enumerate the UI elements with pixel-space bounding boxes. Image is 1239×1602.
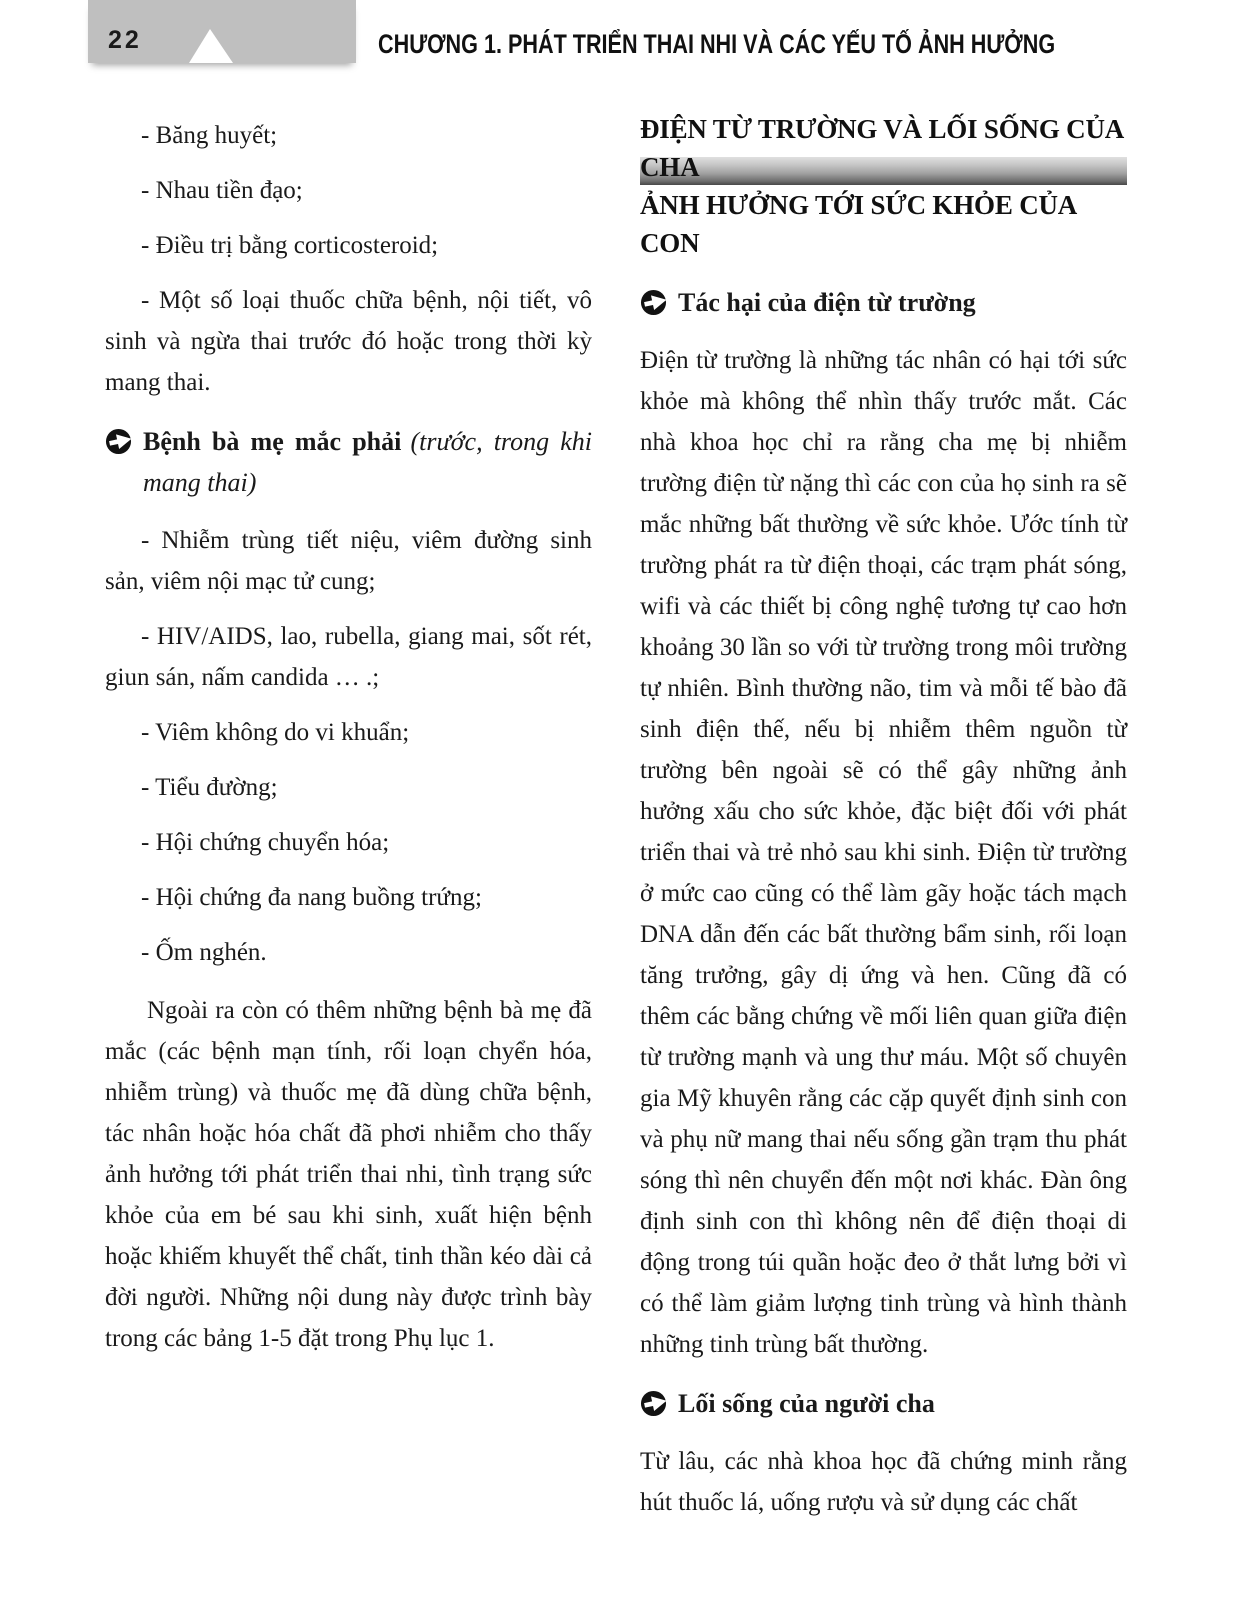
dash-item: - Ốm nghén. (141, 939, 267, 966)
dash-item: - Nhau tiền đạo; (141, 177, 303, 204)
subsection-heading (640, 282, 1127, 323)
subsection-heading-text: Lối sống của người cha (678, 1389, 935, 1418)
dash-item: - Băng huyết; (141, 122, 278, 149)
circle-arrow-icon (105, 428, 132, 455)
subsection-father-lifestyle (640, 1383, 1127, 1523)
dash-item: - Một số loại thuốc chữa bệnh, nội tiết, vô sinh và ngừa thai trước đó hoặc trong thời kỳ mang thai. (105, 287, 592, 396)
heading-italic: (trước, trong khi mang thai) (143, 427, 592, 497)
dash-item: - Hội chứng chuyển hóa; (141, 829, 390, 856)
page-number: 22 (108, 26, 142, 54)
chapter-title: CHƯƠNG 1. PHÁT TRIỂN THAI NHI VÀ CÁC YẾU TỐ ẢNH HƯỞNG (378, 29, 1056, 59)
dash-item: - Nhiễm trùng tiết niệu, viêm đường sinh sản, viêm nội mạc tử cung; (105, 527, 592, 595)
section-heading-text (143, 421, 592, 503)
dash-item: - HIV/AIDS, lao, rubella, giang mai, sốt rét, giun sán, nấm candida … .; (105, 623, 592, 691)
banner-line-1: ĐIỆN TỪ TRƯỜNG VÀ LỐI SỐNG CỦA CHA (640, 114, 1123, 182)
subsection-heading-text: Tác hại của điện từ trường (678, 288, 976, 317)
right-column (640, 108, 1127, 1539)
circle-arrow-icon (640, 289, 667, 316)
subsection-heading (640, 1383, 1127, 1424)
section-heading-maternal-diseases (105, 421, 592, 503)
heading-bold: Bệnh bà mẹ mắc phải (143, 427, 402, 456)
dash-item: - Tiểu đường; (141, 774, 278, 801)
body-paragraph: Từ lâu, các nhà khoa học đã chứng minh rằng hút thuốc lá, uống rượu và sử dụng các chất (640, 1448, 1127, 1516)
dash-item: - Hội chứng đa nang buồng trứng; (141, 884, 482, 911)
page-number-box (88, 0, 356, 63)
dash-item: - Điều trị bằng corticosteroid; (141, 232, 439, 259)
body-paragraph: Điện từ trường là những tác nhân có hại tới sức khỏe mà không thể nhìn thấy trước mắt. Các nhà khoa học chỉ ra rằng cha mẹ bị nhiễm trường điện từ nặng thì các con của họ sinh ra sẽ mắc những bất thường về sức khỏe. Ước tính từ trường phát ra từ điện thoại, các trạm phát sóng, wifi và các thiết bị công nghệ tương tự cao hơn khoảng 30 lần so với từ trường trong môi trường tự nhiên. Bình thường não, tim và mỗi tế bào đã sinh điện thế, nếu bị nhiễm thêm nguồn từ trường bên ngoài sẽ có thể gây những ảnh hưởng xấu cho sức khỏe, đặc biệt đối với phát triển thai và trẻ nhỏ sau khi sinh. Điện từ trường ở mức cao cũng có thể làm gãy hoặc tách mạch DNA dẫn đến các bất thường bẩm sinh, rối loạn tăng trưởng, gây dị ứng và hen. Cũng đã có thêm các bằng chứng về mối liên quan giữa điện từ trường mạnh và ung thư máu. Một số chuyên gia Mỹ khuyên rằng các cặp quyết định sinh con và phụ nữ mang thai nếu sống gần trạm thu phát sóng thì nên chuyển đến một nơi khác. Đàn ông định sinh con thì không nên để điện thoại di động trong túi quần hoặc đeo ở thắt lưng bởi vì có thể làm giảm lượng tinh trùng và hình thành những tinh trùng bất thường. (640, 347, 1127, 1358)
closing-paragraph: Ngoài ra còn có thêm những bệnh bà mẹ đã mắc (các bệnh mạn tính, rối loạn chyển hóa, nhiễm trùng) và thuốc mẹ đã dùng chữa bệnh, tác nhân hoặc hóa chất đã phơi nhiễm cho thấy ảnh hưởng tới phát triển thai nhi, tình trạng sức khỏe của em bé sau khi sinh, xuất hiện bệnh hoặc khiếm khuyết thể chất, tinh thần kéo dài cả đời người. Những nội dung này được trình bày trong các bảng 1-5 đặt trong Phụ lục 1. (105, 997, 592, 1352)
banner-line-2: ẢNH HƯỞNG TỚI SỨC KHỎE CỦA CON (640, 190, 1076, 258)
circle-arrow-icon (640, 1390, 667, 1417)
left-column (105, 108, 592, 1373)
subsection-emf (640, 282, 1127, 1365)
corner-notch-triangle (189, 29, 233, 63)
section-banner (640, 110, 1127, 262)
dash-item: - Viêm không do vi khuẩn; (141, 719, 410, 746)
